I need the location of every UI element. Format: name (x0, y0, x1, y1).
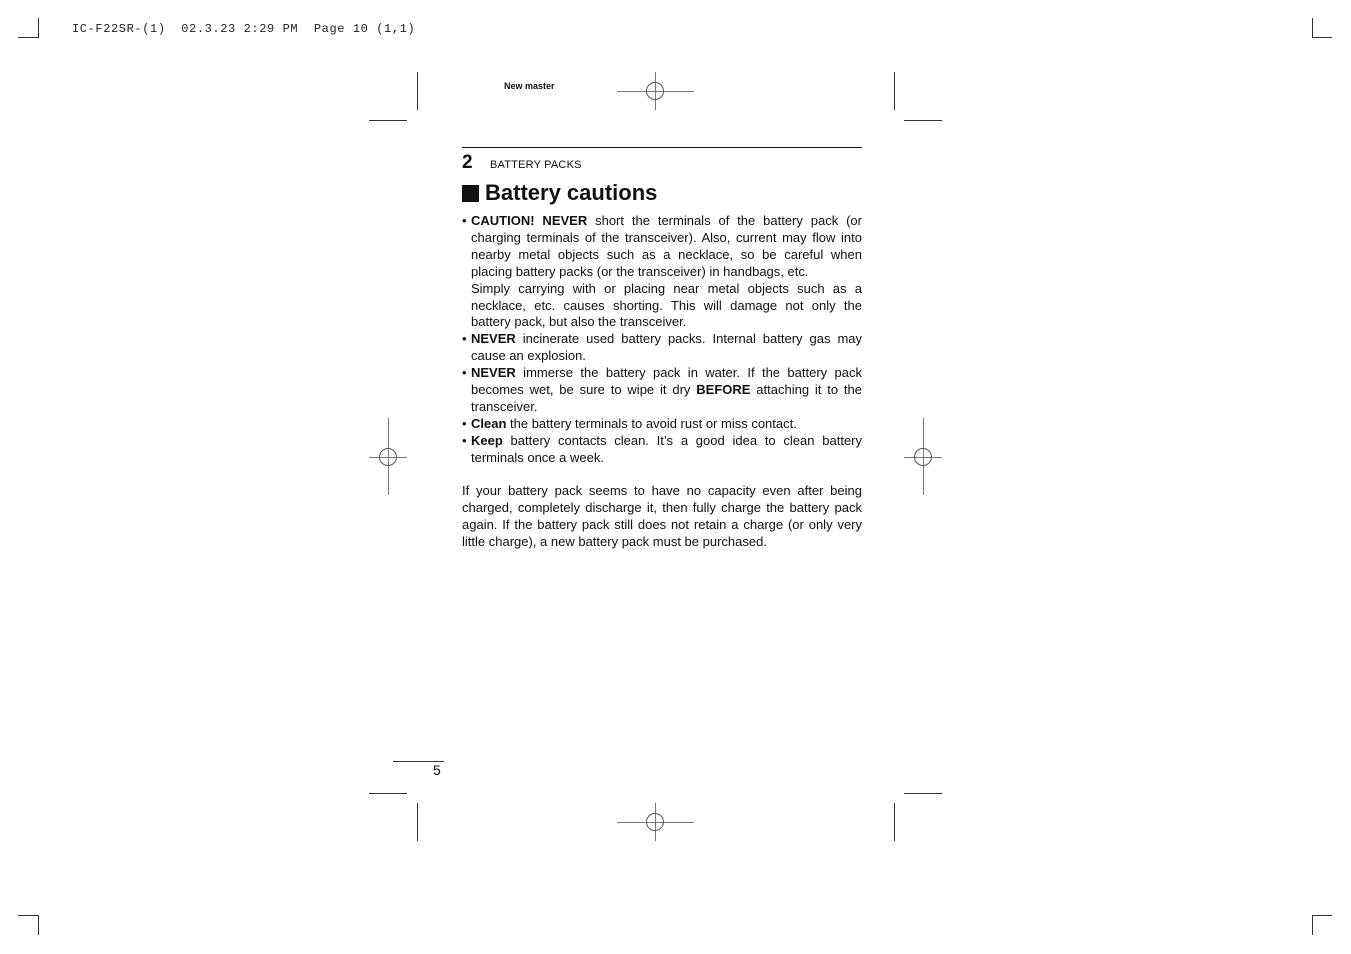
caution-bold: CAUTION! NEVER (471, 213, 588, 228)
caution-bold: Clean (471, 415, 507, 431)
print-header: IC-F22SR-(1) 02.3.23 2:29 PM Page 10 (1,1) (72, 22, 416, 36)
chapter-number: 2 (462, 152, 473, 173)
crop-mark (18, 37, 38, 38)
trim-mark (894, 803, 895, 841)
note-paragraph: If your battery pack seems to have no capacity even after being charged, completely discharge it, then fully charge the battery pack again. If the battery pack still does not retain a charge (or only very little charge), a new battery pack must be purchased. (462, 483, 862, 550)
chapter-rule (462, 147, 862, 148)
document-body (462, 213, 862, 551)
trim-mark (369, 793, 407, 794)
trim-mark (904, 120, 942, 121)
caution-item: • NEVER incinerate used battery packs. Internal battery gas may cause an explosion. (462, 331, 862, 364)
crop-mark (1312, 18, 1313, 38)
chapter-title: BATTERY PACKS (490, 159, 582, 171)
caution-continuation: Simply carrying with or placing near metal objects such as a necklace, etc. causes shorting. This will damage not only the battery pack, but also the transceiver. (471, 280, 862, 330)
caution-item: • NEVER immerse the battery pack in water. If the battery pack becomes wet, be sure to wipe it dry BEFORE attaching it to the transceiver. (462, 365, 863, 414)
section-heading-text: Battery cautions (485, 180, 658, 205)
crop-mark (38, 18, 39, 38)
trim-mark (417, 72, 418, 110)
caution-bold: Keep (471, 432, 503, 448)
page-number: 5 (433, 762, 441, 778)
crop-mark (1312, 915, 1313, 935)
trim-mark (894, 72, 895, 110)
crop-mark (1312, 37, 1332, 38)
trim-mark (417, 803, 418, 841)
crop-mark (1312, 915, 1332, 916)
section-heading (462, 180, 657, 206)
square-bullet-icon (462, 185, 479, 202)
caution-item: • CAUTION! NEVER short the terminals of the battery pack (or charging terminals of the transceiver). Also, current may flow into nearby metal objects such as a necklace, so be careful when placing battery packs (or the transceiver) in handbags, etc. Simply carrying with or placing near metal objects such as a necklace, etc. causes shorting. This will damage not only the battery pack, but also the transceiver. (462, 213, 862, 330)
new-master-label: New master (504, 81, 555, 91)
crop-mark (18, 915, 38, 916)
caution-bold: NEVER (471, 331, 516, 347)
trim-mark (369, 120, 407, 121)
crop-mark (38, 915, 39, 935)
caution-item: • Keep battery contacts clean. It’s a good idea to clean battery terminals once a week. (462, 432, 862, 465)
trim-mark (904, 793, 942, 794)
caution-bold: NEVER (471, 365, 516, 381)
caution-item: • Clean the battery terminals to avoid rust or miss contact. (462, 415, 797, 431)
